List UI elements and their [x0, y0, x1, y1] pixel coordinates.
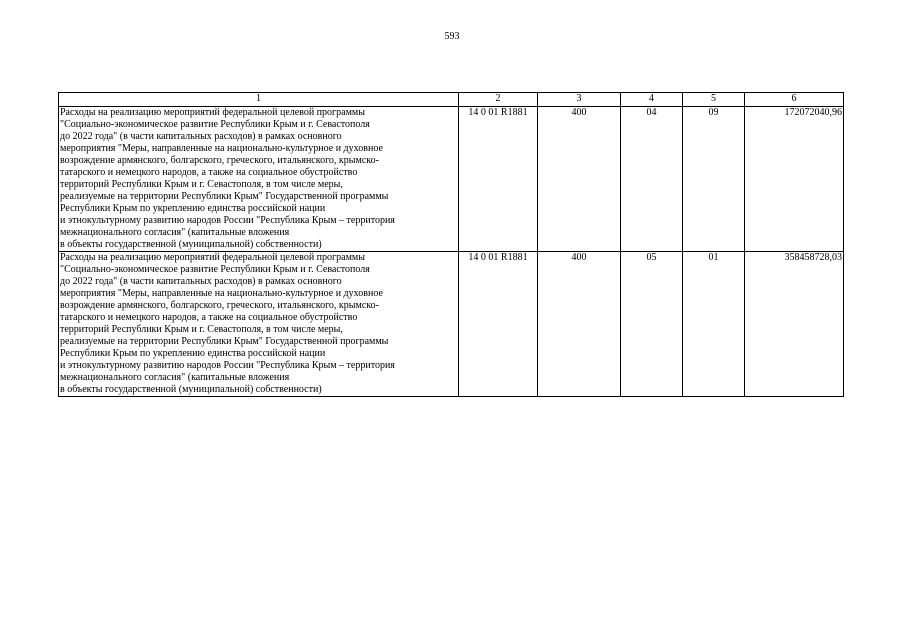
header-row: [59, 93, 844, 107]
row-subsection: 09: [683, 107, 745, 252]
description-line: мероприятия "Меры, направленные на национально-культурное и духовное: [60, 143, 383, 154]
header-col-3: 3: [538, 93, 621, 107]
description-line: Расходы на реализацию мероприятий федеральной целевой программы: [60, 107, 365, 118]
description-line: межнационального согласия" (капитальные вложения: [60, 227, 290, 238]
row-section: 05: [621, 252, 683, 397]
header-col-1: 1: [59, 93, 459, 107]
description-line: возрождение армянского, болгарского, греческого, итальянского, крымско-: [60, 155, 379, 166]
description-line: и этнокультурному развитию народов России "Республика Крым – территория: [60, 215, 395, 226]
description-line: и этнокультурному развитию народов России "Республика Крым – территория: [60, 360, 395, 371]
row-target-article: 14 0 01 R1881: [459, 252, 538, 397]
header-col-2: 2: [459, 93, 538, 107]
description-line: Республики Крым по укреплению единства российской нации: [60, 348, 326, 359]
description-line: Республики Крым по укреплению единства российской нации: [60, 203, 326, 214]
description-line: в объекты государственной (муниципальной) собственности): [60, 239, 322, 250]
description-line: мероприятия "Меры, направленные на национально-культурное и духовное: [60, 288, 383, 299]
description-line: территорий Республики Крым и г. Севастополя, в том числе меры,: [60, 324, 343, 335]
description-line: реализуемые на территории Республики Крым" Государственной программы: [60, 191, 389, 202]
description-line: татарского и немецкого народов, а также на социальное обустройство: [60, 312, 358, 323]
row-expense-type: 400: [538, 107, 621, 252]
header-col-4: 4: [621, 93, 683, 107]
row-subsection: 01: [683, 252, 745, 397]
description-line: реализуемые на территории Республики Крым" Государственной программы: [60, 336, 389, 347]
header-col-5: 5: [683, 93, 745, 107]
row-description: [59, 107, 459, 252]
description-line: возрождение армянского, болгарского, греческого, итальянского, крымско-: [60, 300, 379, 311]
budget-table: [58, 92, 844, 397]
description-line: татарского и немецкого народов, а также на социальное обустройство: [60, 167, 358, 178]
description-line: в объекты государственной (муниципальной) собственности): [60, 384, 322, 395]
description-line: до 2022 года" (в части капитальных расходов) в рамках основного: [60, 131, 342, 142]
page-number: 593: [444, 31, 460, 42]
header-col-6: 6: [745, 93, 844, 107]
description-line: территорий Республики Крым и г. Севастополя, в том числе меры,: [60, 179, 343, 190]
table-row: [59, 107, 844, 252]
row-expense-type: 400: [538, 252, 621, 397]
row-description: [59, 252, 459, 397]
description-line: Расходы на реализацию мероприятий федеральной целевой программы: [60, 252, 365, 263]
description-line: межнационального согласия" (капитальные вложения: [60, 372, 290, 383]
row-amount: 172072040,96: [745, 107, 844, 252]
description-line: до 2022 года" (в части капитальных расходов) в рамках основного: [60, 276, 342, 287]
row-amount: 358458728,03: [745, 252, 844, 397]
table-row: [59, 252, 844, 397]
description-line: "Социально-экономическое развитие Республики Крым и г. Севастополя: [60, 264, 370, 275]
row-target-article: 14 0 01 R1881: [459, 107, 538, 252]
description-line: "Социально-экономическое развитие Республики Крым и г. Севастополя: [60, 119, 370, 130]
row-section: 04: [621, 107, 683, 252]
